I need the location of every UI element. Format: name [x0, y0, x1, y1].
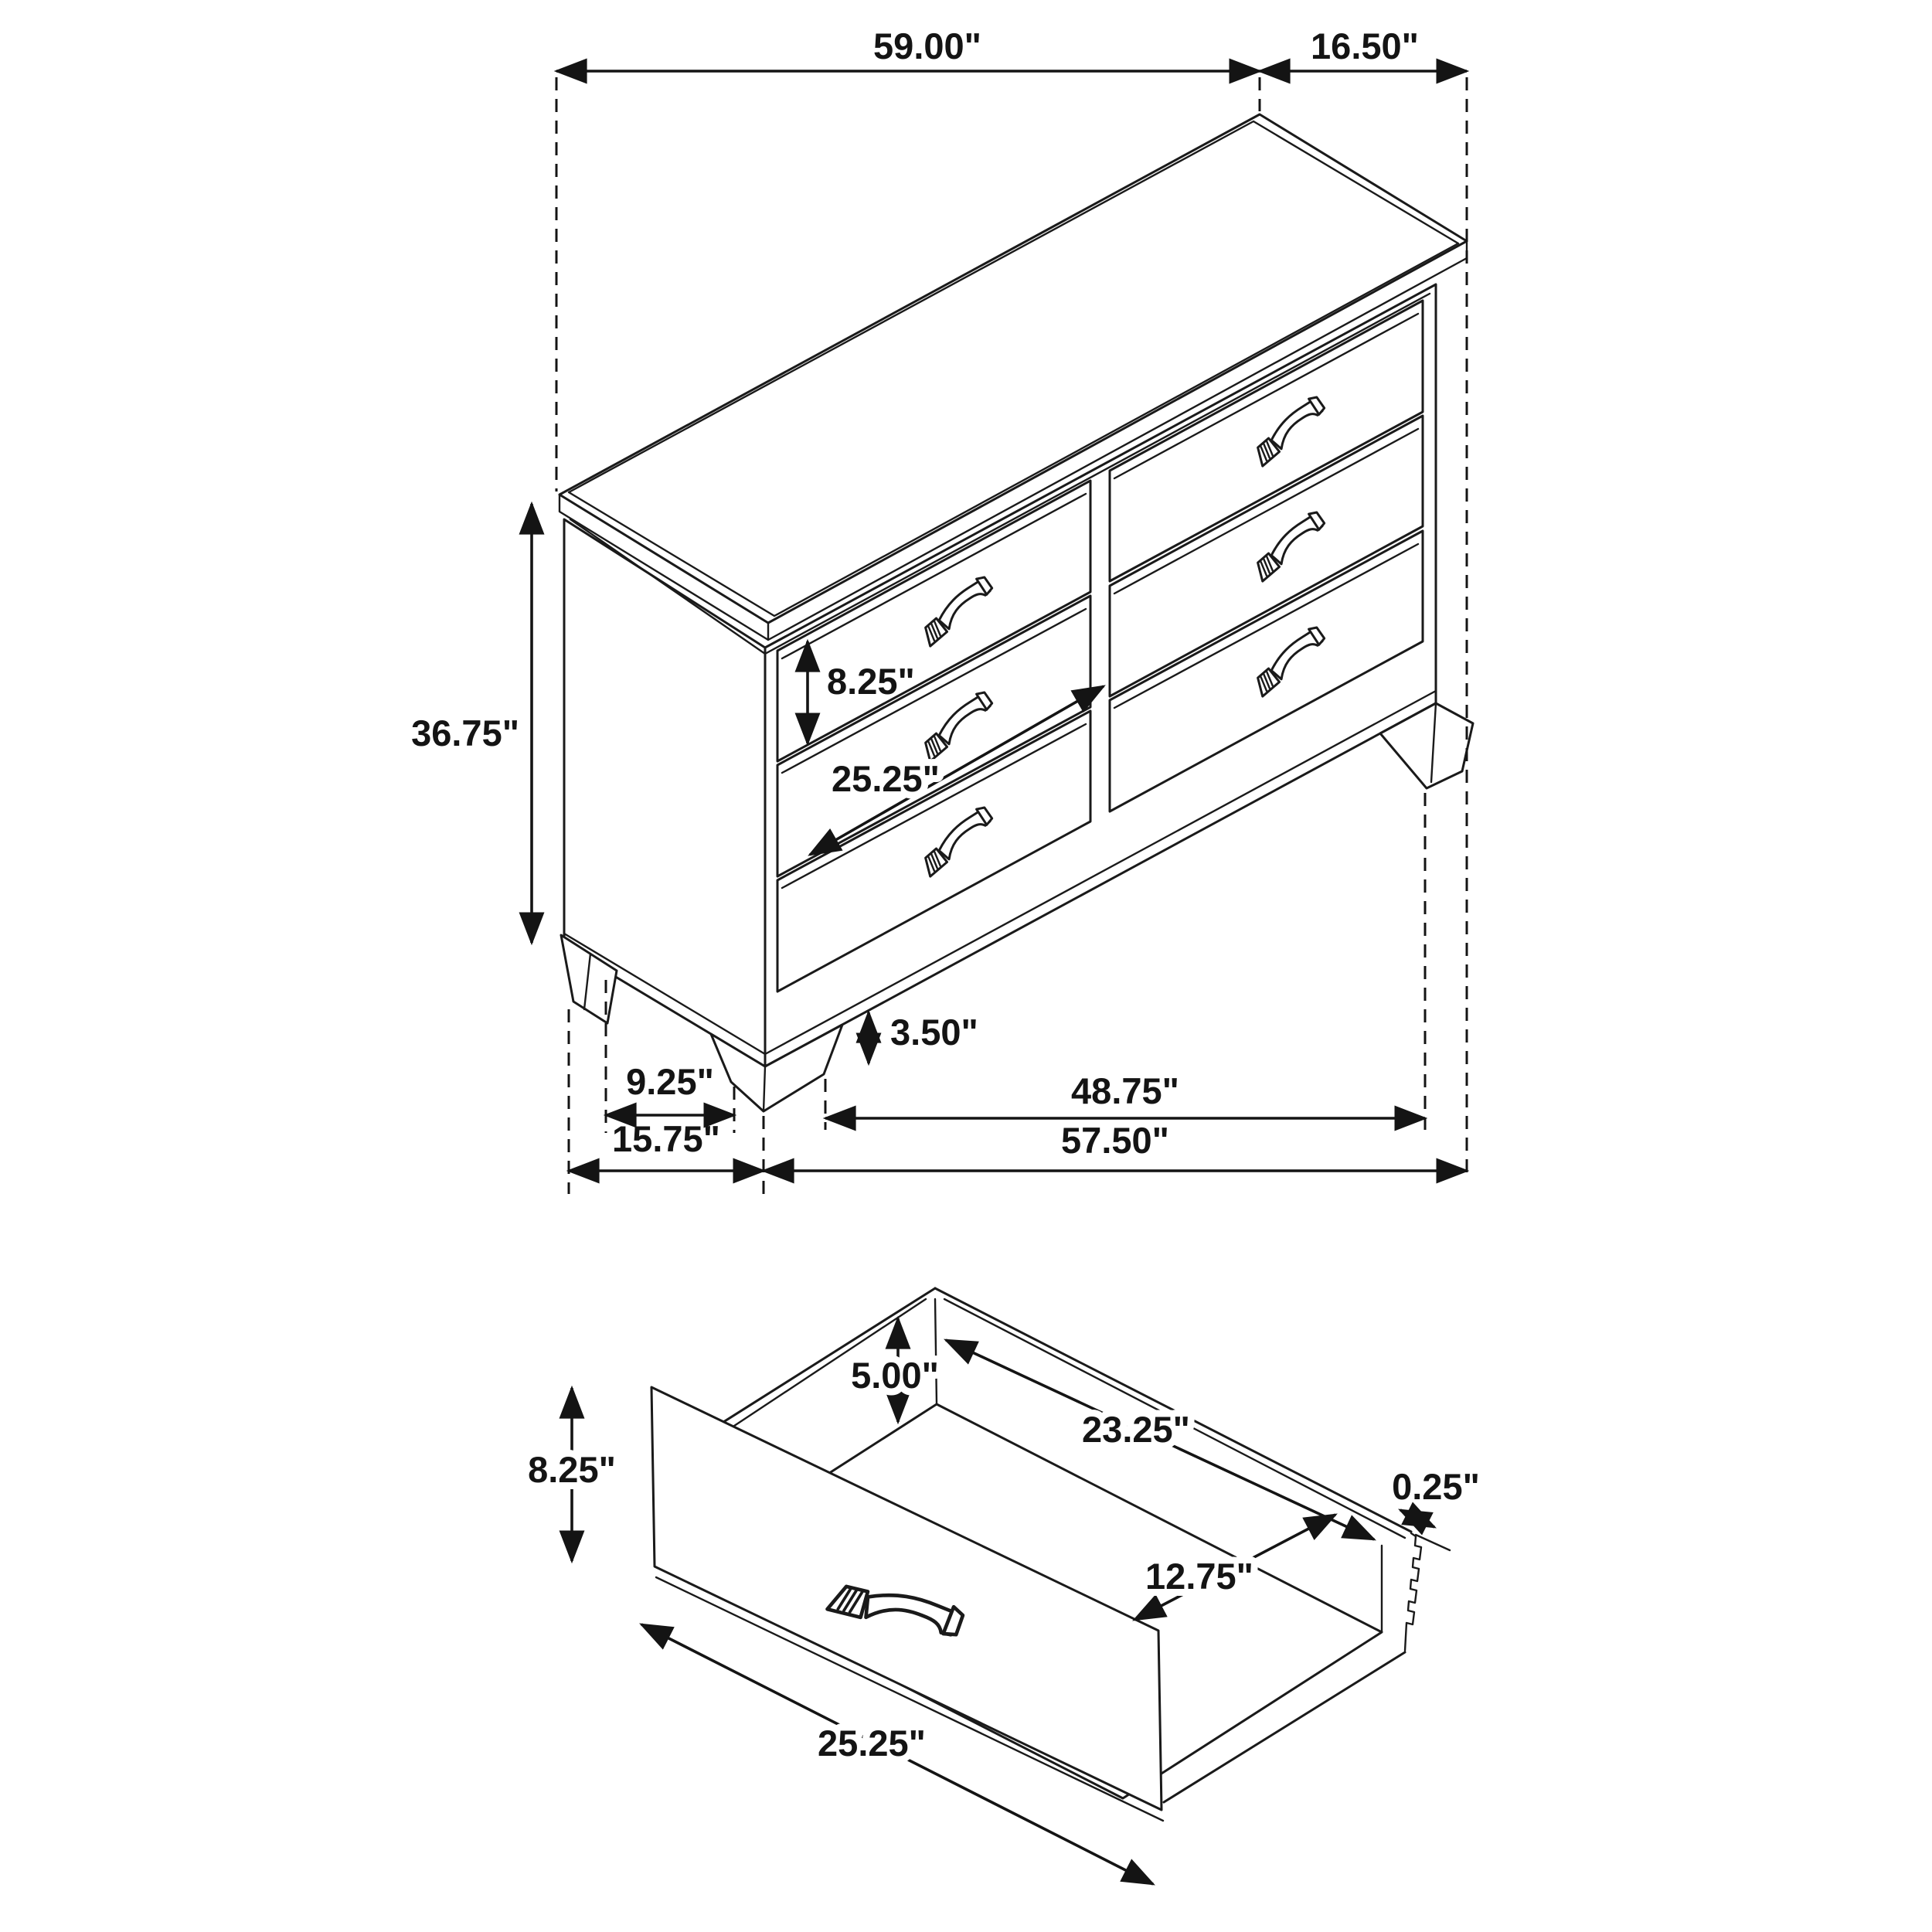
drawer-right-wall-bottom-edge [1164, 1652, 1405, 1802]
drawer-handle-icon [1245, 624, 1335, 696]
dresser-view [411, 26, 1473, 1196]
dresser-carcass [564, 284, 1436, 1066]
dim-interior-depth [1134, 1515, 1335, 1620]
base-rail-front [765, 691, 1436, 1054]
top-face-outline [560, 114, 1467, 623]
dim-label-foot-spacing: 9.25" [626, 1061, 714, 1102]
dim-label-interior-depth: 12.75" [1145, 1556, 1253, 1597]
dim-dovetail-thickness [1392, 1466, 1480, 1527]
dim-base-inner-width [825, 1070, 1425, 1118]
top-face-inner-border [569, 121, 1458, 616]
dim-label-overall-height: 36.75" [411, 713, 519, 753]
dim-label-drawer-width: 25.25" [832, 758, 940, 799]
dim-label-drawer-front-width: 25.25" [818, 1723, 926, 1764]
dim-label-drawer-height: 8.25" [827, 661, 915, 702]
dresser-dimensions [411, 26, 1467, 1171]
drawer-handle-icon [913, 804, 1002, 876]
dim-overall-height [411, 504, 532, 943]
dim-foot-spacing [606, 1061, 734, 1115]
drawer-handle-icon [1245, 509, 1335, 581]
dim-label-dovetail-thickness: 0.25" [1392, 1466, 1480, 1507]
dim-label-drawer-front-height: 8.25" [528, 1449, 616, 1490]
dresser-extension-lines [556, 77, 1467, 1196]
drawer-handle-icon [913, 574, 1002, 646]
carcass-top-reveal [570, 294, 1430, 654]
dim-label-foot-height: 3.50" [890, 1012, 978, 1053]
dresser-drawer-fronts [777, 301, 1423, 992]
dim-top-width [556, 26, 1260, 71]
foot-front-right [1380, 703, 1473, 788]
foot-front-left [711, 1025, 842, 1111]
dim-label-base-width: 57.50" [1061, 1120, 1169, 1161]
dresser-feet [561, 703, 1473, 1111]
drawer-handle-icon [1245, 394, 1335, 466]
dim-label-top-width: 59.00" [873, 26, 981, 66]
drawer-detail-view [528, 1288, 1480, 1884]
dim-base-depth [569, 1118, 764, 1171]
dim-base-width [764, 1120, 1467, 1171]
dovetail-joint-edge [1405, 1533, 1421, 1651]
dim-top-depth [1260, 26, 1467, 71]
dim-drawer-height [808, 641, 915, 743]
dim-foot-height [869, 1012, 978, 1063]
dim-interior-length [946, 1340, 1374, 1539]
dim-drawer-front-height [528, 1388, 616, 1561]
dim-label-top-depth: 16.50" [1311, 26, 1419, 66]
dresser-top-panel [560, 114, 1467, 640]
dim-label-interior-height: 5.00" [851, 1355, 939, 1396]
dim-label-base-depth: 15.75" [612, 1118, 720, 1159]
dim-label-interior-length: 23.25" [1082, 1409, 1190, 1450]
dim-label-base-inner-width: 48.75" [1071, 1070, 1179, 1111]
